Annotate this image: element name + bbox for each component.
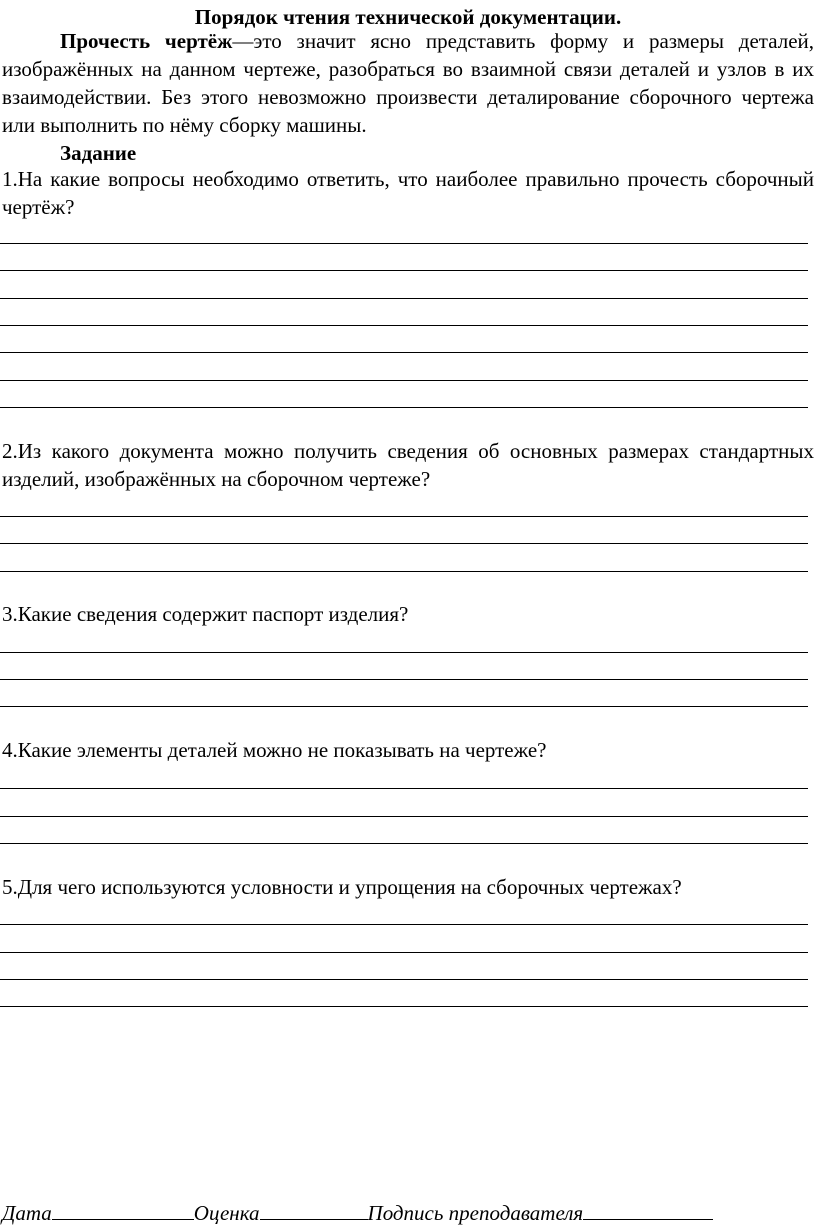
answer-line[interactable]	[0, 352, 808, 353]
answer-line[interactable]	[0, 924, 808, 925]
signature-blank[interactable]	[583, 1201, 713, 1220]
answer-line[interactable]	[0, 952, 808, 953]
answer-line[interactable]	[0, 516, 808, 517]
answer-line[interactable]	[0, 543, 808, 544]
answer-line[interactable]	[0, 652, 808, 653]
answer-line[interactable]	[0, 816, 808, 817]
grade-blank[interactable]	[260, 1201, 368, 1220]
answer-line[interactable]	[0, 325, 808, 326]
answer-line[interactable]	[0, 679, 808, 680]
answer-line[interactable]	[0, 407, 808, 408]
answer-line[interactable]	[0, 298, 808, 299]
answer-line[interactable]	[0, 843, 808, 844]
question-2: 2.Из какого документа можно получить сведения об основных размерах стандартных изделий, изображённых на сборочном чертеже?	[2, 439, 814, 491]
answer-line[interactable]	[0, 270, 808, 271]
answer-line[interactable]	[0, 380, 808, 381]
task-heading: Задание	[60, 141, 137, 165]
footer	[2, 1200, 713, 1226]
date-label: Дата	[2, 1201, 52, 1225]
answer-line[interactable]	[0, 243, 808, 244]
answer-line[interactable]	[0, 571, 808, 572]
answer-line[interactable]	[0, 788, 808, 789]
intro-definition: —это значит ясно представить форму и размеры деталей, изображённых на данном чертеже, разобраться во взаимной связи деталей и узлов в их взаимодействии. Без этого невозможно произвести деталирование сборочного чертежа или выполнить по нёму сборку машины.	[2, 29, 815, 137]
intro-term: Прочесть чертёж	[60, 29, 233, 53]
question-3: 3.Какие сведения содержит паспорт изделия?	[2, 602, 409, 626]
intro-paragraph	[2, 27, 814, 139]
question-1: 1.На какие вопросы необходимо ответить, что наиболее правильно прочесть сборочный чертёж?	[2, 167, 814, 219]
answer-line[interactable]	[0, 1006, 808, 1007]
signature-label: Подпись преподавателя	[367, 1201, 584, 1225]
answer-line[interactable]	[0, 979, 808, 980]
question-5: 5.Для чего используются условности и упрощения на сборочных чертежах?	[2, 875, 682, 899]
question-4: 4.Какие элементы деталей можно не показывать на чертеже?	[2, 738, 547, 762]
answer-line[interactable]	[0, 706, 808, 707]
grade-label: Оценка	[193, 1201, 260, 1225]
date-blank[interactable]	[52, 1201, 194, 1220]
page-title: Порядок чтения технической документации.	[194, 5, 622, 29]
